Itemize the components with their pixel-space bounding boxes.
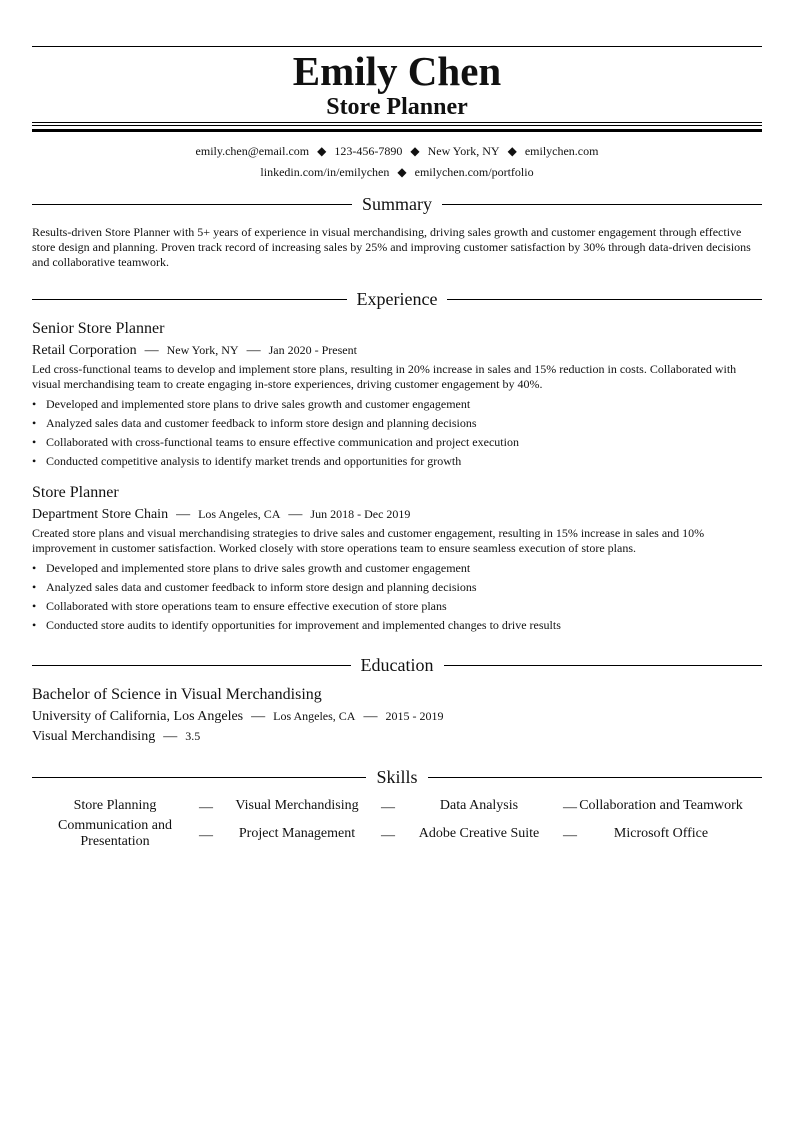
dash-separator: — (199, 800, 213, 815)
dash-separator: — (563, 828, 577, 843)
education-heading (32, 653, 762, 677)
skill-item: Data Analysis (439, 798, 519, 813)
bullet-icon: • (32, 580, 37, 594)
skill-item: Store Planning (73, 798, 157, 813)
dash-separator: — (176, 507, 191, 522)
job-description: Created store plans and visual merchandising strategies to drive sales and customer engagement, resulting in 15% increase in sales and 10% improvement in customer satisfaction. Worked closely with store operations team to ensure seamless execution of store plans. (32, 526, 705, 555)
candidate-name: Emily Chen (292, 48, 502, 94)
list-item: • Analyzed sales data and customer feedback to inform store design and planning decisions (32, 414, 762, 433)
header-rule-1 (32, 122, 762, 123)
skill-item: Communication and Presentation (58, 818, 172, 849)
dash-separator: — (199, 828, 213, 843)
education-meta (32, 707, 443, 726)
job-company: Department Store Chain (32, 507, 169, 522)
experience-heading (32, 287, 762, 311)
diamond-separator-icon: ◆ (317, 144, 327, 158)
diamond-separator-icon: ◆ (507, 144, 517, 158)
list-item: • Developed and implemented store plans to drive sales growth and customer engagement (32, 559, 762, 578)
contact-portfolio[interactable]: emilychen.com/portfolio (414, 165, 534, 179)
job-dates: Jan 2020 - Present (268, 343, 357, 357)
job-bullets (32, 395, 762, 471)
list-item: • Collaborated with cross-functional teams to ensure effective communication and project execution (32, 433, 762, 452)
education-school: University of California, Los Angeles (32, 709, 244, 724)
contact-linkedin[interactable]: linkedin.com/in/emilychen (260, 165, 390, 179)
education-major-line (32, 727, 200, 746)
list-item: • Developed and implemented store plans to drive sales growth and customer engagement (32, 395, 762, 414)
list-item: • Conducted store audits to identify opportunities for improvement and implemented changes to drive results (32, 616, 762, 635)
bullet-icon: • (32, 599, 37, 613)
bullet-icon: • (32, 618, 37, 632)
contact-line-1 (32, 143, 762, 159)
job-dates: Jun 2018 - Dec 2019 (310, 507, 411, 521)
skills-row (32, 818, 762, 850)
dash-separator: — (288, 507, 303, 522)
dash-separator: — (381, 800, 395, 815)
job-meta (32, 341, 357, 360)
dash-separator: — (144, 343, 159, 358)
skills-title: Skills (376, 767, 418, 787)
skill-item: Adobe Creative Suite (418, 826, 540, 841)
experience-title: Experience (356, 289, 438, 309)
dash-separator: — (251, 709, 266, 724)
contact-line-2 (32, 164, 762, 180)
bullet-icon: • (32, 561, 37, 575)
header-rule-2 (32, 125, 762, 126)
dash-separator: — (246, 343, 261, 358)
skill-item: Visual Merchandising (235, 798, 359, 813)
dash-separator: — (563, 800, 577, 815)
job-title: Senior Store Planner (32, 320, 165, 337)
diamond-separator-icon: ◆ (410, 144, 420, 158)
job-bullets (32, 559, 762, 635)
contact-phone[interactable]: 123-456-7890 (334, 144, 403, 158)
job-description: Led cross-functional teams to develop and implement store plans, resulting in 20% increase in sales and 15% reduction in costs. Collaborated with visual merchandising team to create engaging in-store experiences, driving customer engagement by 40%. (32, 362, 737, 391)
list-item: • Analyzed sales data and customer feedback to inform store design and planning decisions (32, 578, 762, 597)
education-degree: Bachelor of Science in Visual Merchandising (32, 686, 322, 703)
skill-item: Project Management (238, 826, 356, 841)
summary-text: Results-driven Store Planner with 5+ years of experience in visual merchandising, driving sales growth and customer engagement through effective store design and planning. Proven track record of increasing sales by 25% and improving customer satisfaction by 30% through data-driven decisions and collaborative teamwork. (32, 225, 751, 269)
skills-heading (32, 765, 762, 789)
dash-separator: — (163, 729, 178, 744)
bullet-icon: • (32, 454, 37, 468)
header-rule-3 (32, 129, 762, 132)
job-company: Retail Corporation (32, 343, 137, 358)
diamond-separator-icon: ◆ (397, 165, 407, 179)
bullet-icon: • (32, 397, 37, 411)
job-location: Los Angeles, CA (198, 507, 281, 521)
job-title: Store Planner (32, 484, 119, 501)
bullet-icon: • (32, 435, 37, 449)
skills-row (32, 796, 762, 816)
bullet-icon: • (32, 416, 37, 430)
education-title: Education (360, 655, 434, 675)
dash-separator: — (381, 828, 395, 843)
education-years: 2015 - 2019 (385, 709, 444, 723)
contact-website[interactable]: emilychen.com (524, 144, 599, 158)
candidate-role: Store Planner (326, 94, 468, 120)
contact-location: New York, NY (427, 144, 500, 158)
header-top-rule (32, 46, 762, 47)
contact-email[interactable]: emily.chen@email.com (195, 144, 310, 158)
list-item: • Collaborated with store operations team to ensure effective execution of store plans (32, 597, 762, 616)
list-item: • Conducted competitive analysis to identify market trends and opportunities for growth (32, 452, 762, 471)
education-gpa: 3.5 (185, 729, 201, 743)
skills-grid (32, 796, 762, 850)
dash-separator: — (363, 709, 378, 724)
summary-heading (32, 192, 762, 216)
skill-item: Microsoft Office (613, 826, 709, 841)
job-meta (32, 505, 410, 524)
education-major: Visual Merchandising (32, 729, 156, 744)
job-location: New York, NY (166, 343, 239, 357)
summary-title: Summary (362, 194, 432, 214)
skill-item: Collaboration and Teamwork (579, 798, 743, 813)
education-location: Los Angeles, CA (273, 709, 356, 723)
